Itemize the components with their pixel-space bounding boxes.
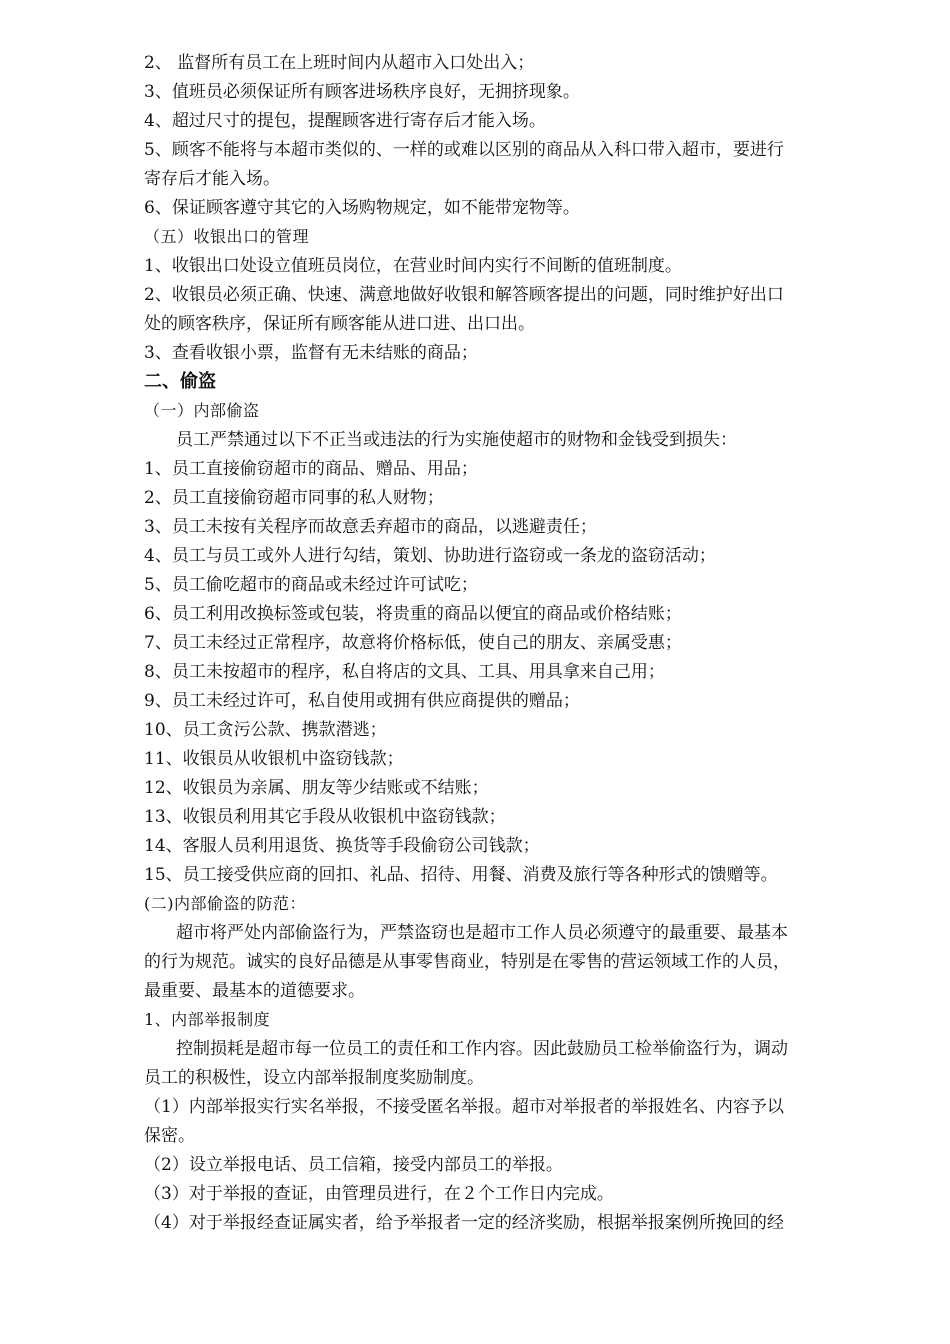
list-item: 8、员工未按超市的程序，私自将店的文具、工具、用具拿来自己用；: [144, 662, 665, 682]
list-item: 1、员工直接偷窃超市的商品、赠品、用品；: [144, 459, 478, 479]
list-item: 保密。: [144, 1126, 195, 1146]
paragraph-line: 最重要、最基本的道德要求。: [144, 981, 365, 1001]
list-item: 4、员工与员工或外人进行勾结，策划、协助进行盗窃或一条龙的盗窃活动；: [144, 546, 716, 566]
chapter-heading: 二、偷盗: [144, 371, 216, 392]
list-item: 10、员工贪污公款、携款潜逃；: [144, 720, 387, 740]
list-item: 3、员工未按有关程序而故意丢弃超市的商品，以逃避责任；: [144, 517, 597, 537]
list-item: 6、员工利用改换标签或包装，将贵重的商品以便宜的商品或价格结账；: [144, 604, 682, 624]
text-line: 4、超过尺寸的提包，提醒顾客进行寄存后才能入场。: [144, 111, 546, 131]
text-line: 处的顾客秩序，保证所有顾客能从进口进、出口出。: [144, 314, 535, 334]
list-item: （4）对于举报经查证属实者，给予举报者一定的经济奖励，根据举报案例所挽回的经: [144, 1213, 784, 1233]
list-item: 15、员工接受供应商的回扣、礼品、招待、用餐、消费及旅行等各种形式的馈赠等。: [144, 865, 778, 885]
text-line: 寄存后才能入场。: [144, 169, 280, 189]
text-line: 6、保证顾客遵守其它的入场购物规定，如不能带宠物等。: [144, 198, 580, 218]
section-heading: (二)内部偷盗的防范：: [144, 894, 306, 913]
list-item: 9、员工未经过许可，私自使用或拥有供应商提供的赠品；: [144, 691, 580, 711]
paragraph-line: 员工严禁通过以下不正当或违法的行为实施使超市的财物和金钱受到损失：: [176, 430, 737, 450]
list-item: 7、员工未经过正常程序，故意将价格标低，使自己的朋友、亲属受惠；: [144, 633, 682, 653]
text-line: 2、 监督所有员工在上班时间内从超市入口处出入；: [144, 53, 535, 73]
list-item: 13、收银员利用其它手段从收银机中盗窃钱款；: [144, 807, 506, 827]
list-item: 12、收银员为亲属、朋友等少结账或不结账；: [144, 778, 489, 798]
paragraph-line: 控制损耗是超市每一位员工的责任和工作内容。因此鼓励员工检举偷盗行为，调动: [176, 1039, 788, 1059]
list-item: （3）对于举报的查证，由管理员进行，在２个工作日内完成。: [144, 1184, 614, 1204]
section-heading: （五）收银出口的管理: [144, 227, 310, 246]
subsection-heading: 1、内部举报制度: [144, 1010, 271, 1029]
list-item: （2）设立举报电话、员工信箱，接受内部员工的举报。: [144, 1155, 563, 1175]
list-item: 11、收银员从收银机中盗窃钱款；: [144, 749, 404, 769]
text-line: 3、值班员必须保证所有顾客进场秩序良好，无拥挤现象。: [144, 82, 580, 102]
text-line: 3、查看收银小票，监督有无未结账的商品；: [144, 343, 478, 363]
paragraph-line: 的行为规范。诚实的良好品德是从事零售商业，特别是在零售的营运领域工作的人员，: [144, 952, 790, 972]
paragraph-line: 员工的积极性，设立内部举报制度奖励制度。: [144, 1068, 484, 1088]
text-line: 2、收银员必须正确、快速、满意地做好收银和解答顾客提出的问题，同时维护好出口: [144, 285, 784, 305]
paragraph-line: 超市将严处内部偷盗行为，严禁盗窃也是超市工作人员必须遵守的最重要、最基本: [176, 923, 788, 943]
section-heading: （一）内部偷盗: [144, 401, 260, 420]
text-line: 5、顾客不能将与本超市类似的、一样的或难以区别的商品从入科口带入超市，要进行: [144, 140, 784, 160]
list-item: 2、员工直接偷窃超市同事的私人财物；: [144, 488, 444, 508]
text-line: 1、收银出口处设立值班员岗位，在营业时间内实行不间断的值班制度。: [144, 256, 682, 276]
list-item: （1）内部举报实行实名举报，不接受匿名举报。超市对举报者的举报姓名、内容予以: [144, 1097, 784, 1117]
list-item: 5、员工偷吃超市的商品或未经过许可试吃；: [144, 575, 478, 595]
list-item: 14、客服人员利用退货、换货等手段偷窃公司钱款；: [144, 836, 540, 856]
